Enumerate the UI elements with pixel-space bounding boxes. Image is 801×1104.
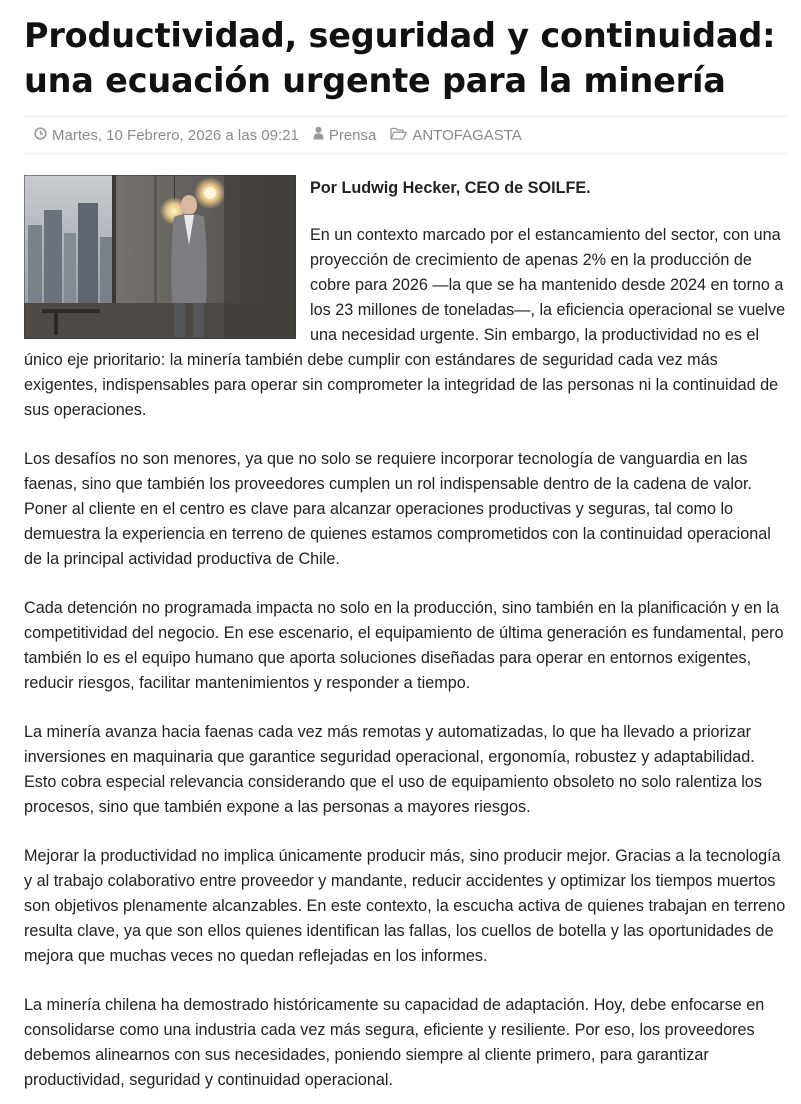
article-paragraph-5: Mejorar la productividad no implica únicamente producir más, sino producir mejor. Gracias a la tecnología y al trabajo colaborativo entre proveedor y mandante, reducir accidentes y optimizar los tiempos muertos son objetivos plenamente alcanzables. En este contexto, la escucha activa de quienes trabajan en terreno resulta clave, ya que son ellos quienes identifican las fallas, los cuellos de botella y las oportunidades de mejora que muchas veces no quedan reflejadas en los informes. [24,847,786,965]
article-paragraph-3: Cada detención no programada impacta no solo en la producción, sino también en la planificación y en la competitividad del negocio. En ese escenario, el equipamiento de última generación es fundamental, pero también lo es el equipo humano que aporta soluciones diseñadas para operar en entornos exigentes, reducir riesgos, facilitar mantenimientos y responder a tiempo. [24,599,784,692]
article-category-link[interactable]: ANTOFAGASTA [412,126,522,144]
article-paragraph-1: En un contexto marcado por el estancamiento del sector, con una proyección de crecimiento de apenas 2% en la producción de cobre para 2026 —la que se ha mantenido desde 2024 en torno a los 23 millones de toneladas—, la eficiencia operacional se vuelve una necesidad urgente. Sin embargo, la productividad no es el único eje prioritario: la minería también debe cumplir con estándares de seguridad cada vez más exigentes, indispensables para operar sin comprometer la integridad de las personas ni la continuidad de sus operaciones. [24,226,786,419]
article-byline: Por Ludwig Hecker, CEO de SOILFE. [310,179,591,197]
article-meta [24,116,787,154]
article-paragraph-6: La minería chilena ha demostrado históricamente su capacidad de adaptación. Hoy, debe enfocarse en consolidarse como una industria cada vez más segura, eficiente y resiliente. Por eso, los proveedores debemos alinearnos con sus necesidades, poniendo siempre al cliente primero, para garantizar productividad, seguridad y continuidad operacional. [24,996,765,1089]
article-date [34,127,299,144]
article-author[interactable] [313,126,377,144]
clock-icon [34,127,47,144]
article-photo [24,175,296,339]
article-paragraph-2: Los desafíos no son menores, ya que no solo se requiere incorporar tecnología de vanguardia en las faenas, sino que también los proveedores cumplen un rol indispensable dentro de la cadena de valor. Poner al cliente en el centro es clave para alcanzar operaciones productivas y seguras, tal como lo demuestra la experiencia en terreno de quienes estamos comprometidos con la continuidad operacional de la principal actividad productiva de Chile. [24,450,771,568]
folder-icon [390,127,407,144]
user-icon [313,126,324,144]
article-category[interactable] [390,127,521,144]
article-author-link[interactable]: Prensa [328,126,377,144]
article-body [24,175,787,1093]
article-title: Productividad, seguridad y continuidad: una ecuación urgente para la minería [24,16,776,100]
article-date-text: Martes, 10 Febrero, 2026 a las 09:21 [52,126,299,144]
article-paragraph-4: La minería avanza hacia faenas cada vez más remotas y automatizadas, lo que ha llevado a priorizar inversiones en maquinaria que garantice seguridad operacional, ergonomía, robustez y adaptabilidad. Esto cobra especial relevancia considerando que el uso de equipamiento obsoleto no solo ralentiza los procesos, sino que también expone a las personas a mayores riesgos. [24,723,762,816]
